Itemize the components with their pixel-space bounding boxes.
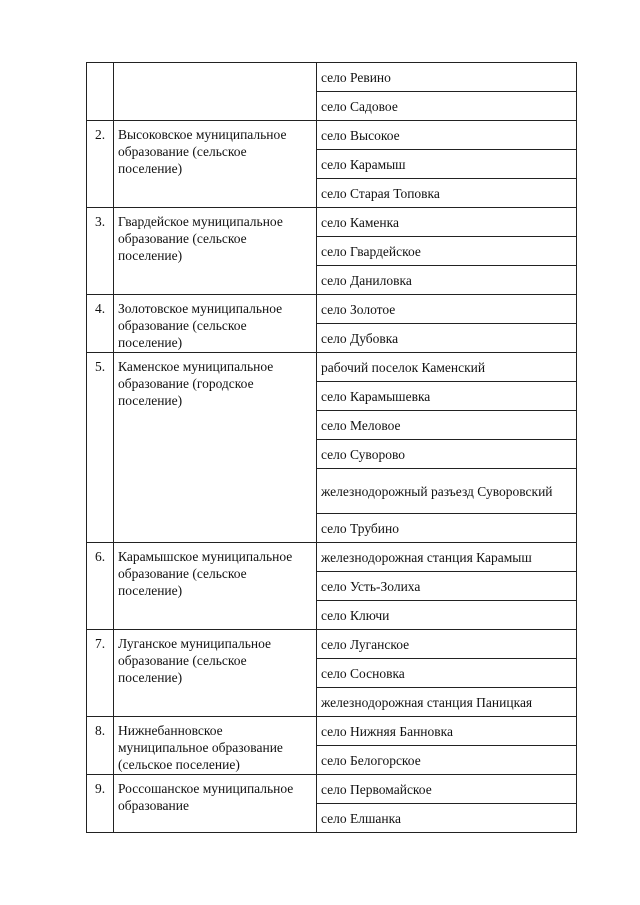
table-row: [87, 775, 577, 804]
item-number: 9.: [87, 775, 114, 833]
municipality-name: Золотовское муниципальное образование (сельское поселение): [114, 295, 317, 353]
settlement-name: село Карамыш: [317, 150, 577, 179]
settlement-name: железнодорожный разъезд Суворовский: [317, 469, 577, 514]
table-row: [87, 353, 577, 382]
table-row: [87, 630, 577, 659]
municipality-name: Гвардейское муниципальное образование (сельское поселение): [114, 208, 317, 295]
item-number: 4.: [87, 295, 114, 353]
settlement-name: село Луганское: [317, 630, 577, 659]
settlement-name: село Ревино: [317, 63, 577, 92]
settlement-name: рабочий поселок Каменский: [317, 353, 577, 382]
settlement-name: село Ключи: [317, 601, 577, 630]
settlement-name: село Усть-Золиха: [317, 572, 577, 601]
settlement-name: село Дубовка: [317, 324, 577, 353]
item-number: 7.: [87, 630, 114, 717]
settlement-name: село Старая Топовка: [317, 179, 577, 208]
table-row: [87, 121, 577, 150]
settlement-name: село Суворово: [317, 440, 577, 469]
settlement-name: село Каменка: [317, 208, 577, 237]
table-row: [87, 543, 577, 572]
settlement-name: село Меловое: [317, 411, 577, 440]
municipality-name: Нижнебанновское муниципальное образование (сельское поселение): [114, 717, 317, 775]
municipality-name: Луганское муниципальное образование (сельское поселение): [114, 630, 317, 717]
municipality-name: [114, 63, 317, 121]
settlement-name: село Садовое: [317, 92, 577, 121]
settlement-name: село Белогорское: [317, 746, 577, 775]
settlement-name: село Гвардейское: [317, 237, 577, 266]
municipality-name: Высоковское муниципальное образование (сельское поселение): [114, 121, 317, 208]
table-row: [87, 717, 577, 746]
municipality-name: Каменское муниципальное образование (городское поселение): [114, 353, 317, 543]
municipality-name: Россошанское муниципальное образование: [114, 775, 317, 833]
item-number: 6.: [87, 543, 114, 630]
settlement-name: село Елшанка: [317, 804, 577, 833]
settlement-name: село Сосновка: [317, 659, 577, 688]
settlement-name: село Карамышевка: [317, 382, 577, 411]
settlement-name: село Трубино: [317, 514, 577, 543]
item-number: 3.: [87, 208, 114, 295]
settlement-name: село Первомайское: [317, 775, 577, 804]
item-number: [87, 63, 114, 121]
table-row: [87, 63, 577, 92]
settlement-name: железнодорожная станция Карамыш: [317, 543, 577, 572]
municipality-name: Карамышское муниципальное образование (сельское поселение): [114, 543, 317, 630]
table-row: [87, 208, 577, 237]
settlements-table: [86, 62, 577, 833]
table-row: [87, 295, 577, 324]
settlement-name: село Нижняя Банновка: [317, 717, 577, 746]
settlement-name: железнодорожная станция Паницкая: [317, 688, 577, 717]
table-body: [87, 63, 577, 833]
settlement-name: село Даниловка: [317, 266, 577, 295]
settlement-name: село Золотое: [317, 295, 577, 324]
item-number: 8.: [87, 717, 114, 775]
item-number: 5.: [87, 353, 114, 543]
settlement-name: село Высокое: [317, 121, 577, 150]
item-number: 2.: [87, 121, 114, 208]
